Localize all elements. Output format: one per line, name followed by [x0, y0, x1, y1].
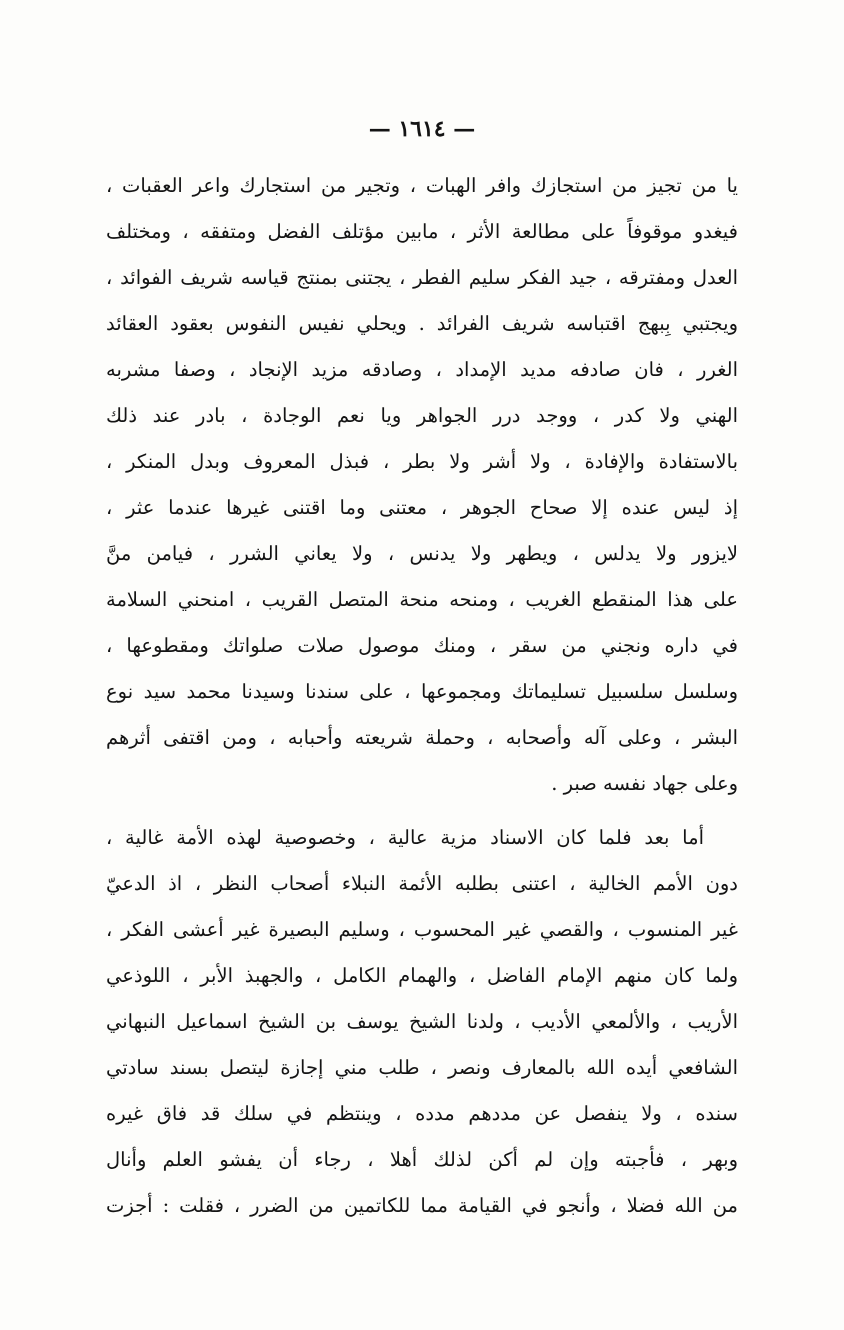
paragraph-1 [106, 163, 738, 807]
text-line: الشافعي أيده الله بالمعارف ونصر ، طلب مني إجازة ليتصل بسند سادتي [106, 1056, 738, 1079]
paragraph-gap [106, 807, 738, 815]
text-line: سنده ، ولا ينفصل عن مددهم مدده ، وينتظم في سلك قد فاق غيره [106, 1102, 738, 1125]
text-line: إذ ليس عنده إلا صحاح الجوهر ، معتنى وما اقتنى غيرها عندما عثر ، [106, 496, 738, 519]
text-line: أما بعد فلما كان الاسناد مزية عالية ، وخصوصية لهذه الأمة غالية ، [106, 826, 704, 849]
text-line: الهني ولا كدر ، ووجد درر الجواهر ويا نعم الوجادة ، بادر عند ذلك [106, 404, 738, 427]
text-line: وعلى جهاد نفسه صبر . [551, 772, 738, 795]
paragraph-2 [106, 815, 738, 1229]
text-line: في داره ونجني من سقر ، ومنك موصول صلات صلواتك ومقطوعها ، [106, 634, 738, 657]
text-line: الغرر ، فان صادفه مديد الإمداد ، وصادقه مزيد الإنجاد ، وصفا مشربه [106, 358, 738, 381]
text-line: من الله فضلا ، وأنجو في القيامة مما للكاتمين من الضرر ، فقلت : أجزت [106, 1194, 738, 1217]
text-line: وبهر ، فأجبته وإن لم أكن لذلك أهلا ، رجاء أن يفشو العلم وأنال [106, 1148, 738, 1171]
text-line: لايزور ولا يدلس ، ويطهر ولا يدنس ، ولا يعاني الشرر ، فيامن منَّ [106, 542, 738, 565]
text-line: وسلسل سلسبيل تسليماتك ومجموعها ، على سندنا وسيدنا محمد سيد نوع [106, 680, 738, 703]
text-line: فيغدو موقوفاً على مطالعة الأثر ، مابين مؤتلف الفضل ومتفقه ، ومختلف [106, 220, 738, 243]
text-line: البشر ، وعلى آله وأصحابه ، وحملة شريعته وأحبابه ، ومن اقتفى أثرهم [106, 726, 738, 749]
page-number: — ١٦١٤ — [368, 116, 476, 142]
text-line: ولما كان منهم الإمام الفاضل ، والهمام الكامل ، والجهبذ الأبر ، اللوذعي [106, 964, 738, 987]
body-text [106, 163, 738, 1229]
text-line: غير المنسوب ، والقصي غير المحسوب ، وسليم البصيرة غير أعشى الفكر ، [106, 918, 738, 941]
text-line: دون الأمم الخالية ، اعتنى بطلبه الأئمة النبلاء أصحاب النظر ، اذ الدعيّ [106, 872, 738, 895]
text-line: يا من تجيز من استجازك وافر الهبات ، وتجير من استجارك واعر العقبات ، [106, 174, 738, 197]
text-line: الأريب ، والألمعي الأديب ، ولدنا الشيخ يوسف بن الشيخ اسماعيل النبهاني [106, 1010, 738, 1033]
text-line: على هذا المنقطع الغريب ، ومنحه منحة المتصل القريب ، امنحني السلامة [106, 588, 738, 611]
text-line: ويجتبي بِبهج اقتباسه شريف الفرائد . ويحلي نفيس النفوس بعقود العقائد [106, 312, 738, 335]
text-line: بالاستفادة والإفادة ، ولا أشر ولا بطر ، فبذل المعروف وبدل المنكر ، [106, 450, 738, 473]
text-line: العدل ومفترقه ، جيد الفكر سليم الفطر ، يجتنى بمنتج قياسه شريف الفوائد ، [106, 266, 738, 289]
